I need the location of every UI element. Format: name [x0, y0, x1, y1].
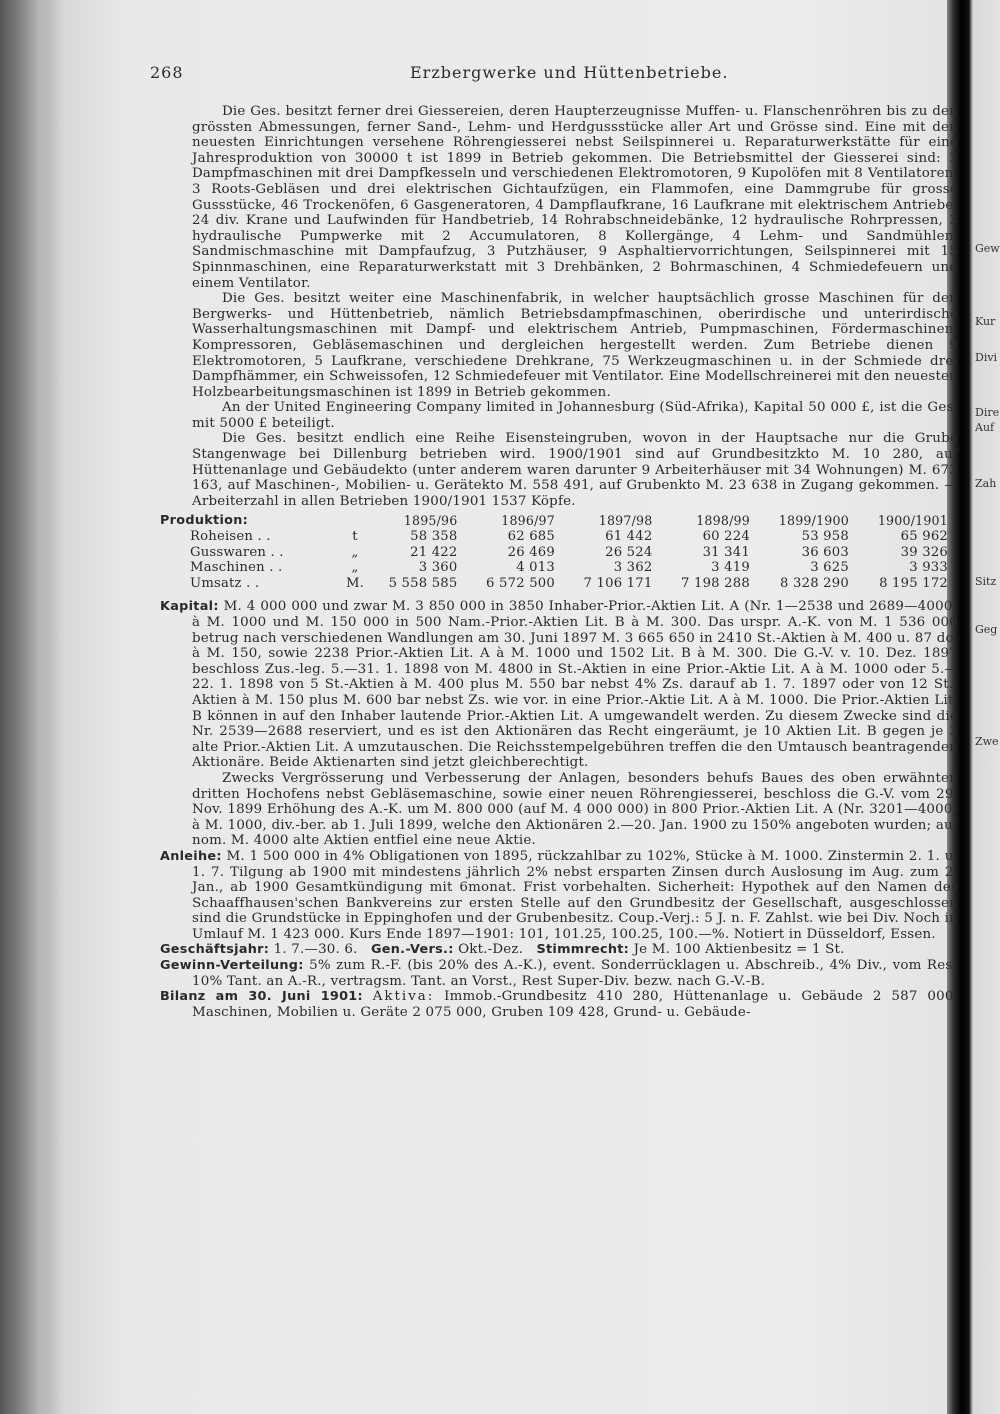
margin-word: Geg: [975, 623, 998, 636]
facing-page-margin-text: [975, 0, 1000, 1414]
bilanz-entry: [160, 989, 958, 1020]
table-cell: 3 419: [711, 560, 750, 576]
year-header: 1897/98: [598, 513, 653, 529]
paragraph-eisensteingruben: Die Ges. besitzt endlich eine Reihe Eisensteingruben, wovon in der Hauptsache nur die Grube Stangenwage bei Dillenburg betrieben wird. 1900/1901 sind auf Grundbesitzkto M. 10 280, auf Hüttenanlage und Gebäudekto (unter anderem waren darunter 9 Arbeiterhäuser mit 34 Wohnungen) M. 673 163, auf Maschinen-, Mobilien- u. Gerätekto M. 558 491, auf Grubenkto M. 23 638 in Zugang gekommen. — Arbeiterzahl in allen Betrieben 1900/1901 1537 Köpfe.: [192, 431, 958, 509]
table-cell: 8 328 290: [780, 575, 849, 591]
table-cell: 3 362: [613, 560, 653, 576]
table-row: [160, 529, 958, 545]
row-label: Gusswaren . .: [190, 544, 284, 560]
year-header: 1899/1900: [778, 513, 849, 529]
table-cell: 21 422: [410, 544, 458, 560]
row-label: Maschinen . .: [190, 560, 283, 576]
company-description: [160, 104, 958, 509]
gewinn-entry: [160, 958, 958, 989]
table-cell: 3 360: [418, 560, 458, 576]
table-cell: 4 013: [516, 560, 555, 576]
table-cell: 36 603: [801, 544, 849, 560]
margin-word: Zah: [975, 477, 997, 490]
genvers-value: Okt.-Dez.: [458, 942, 524, 958]
produktion-section: [160, 513, 958, 591]
paragraph-united-engineering: An der United Engineering Company limited in Johannesburg (Süd-Afrika), Kapital 50 000 £, ist die Ges. mit 5000 £ beteiligt.: [192, 400, 958, 431]
kapital-text-2: Zwecks Vergrösserung und Verbesserung der Anlagen, besonders behufs Baues des oben erwähnten dritten Hochofens nebst Gebläsemaschine, sowie einer neuen Röhrengiesserei, beschloss die G.-V. vom 29. Nov. 1899 Erhöhung des A.-K. um M. 800 000 (auf M. 4 000 000) in 800 Prior.-Aktien Lit. A (Nr. 3201—4000) à M. 1000, div.-ber. ab 1. Juli 1899, welche den Aktionären 2.—20. Jan. 1900 zu 150% angeboten wurden; auf nom. M. 4000 alte Aktien entfiel eine neue Aktie.: [192, 770, 958, 849]
page-header: [150, 63, 940, 87]
table-row: [160, 576, 958, 592]
table-cell: 5 558 585: [388, 575, 458, 591]
stimmrecht-value: Je M. 100 Aktienbesitz = 1 St.: [633, 942, 845, 958]
table-cell: 65 962: [900, 529, 948, 545]
running-title: Erzbergwerke und Hüttenbetriebe.: [410, 63, 729, 82]
table-cell: 61 442: [605, 529, 653, 545]
table-cell: 6 572 500: [486, 575, 555, 591]
anleihe-label: Anleihe:: [160, 848, 222, 864]
produktion-label: Produktion:: [160, 513, 249, 529]
row-unit: „: [351, 544, 359, 560]
table-row: [160, 560, 958, 576]
table-cell: 8 195 172: [879, 575, 948, 591]
table-cell: 39 326: [900, 544, 948, 560]
table-cell: 26 524: [605, 544, 653, 560]
geschaeftsjahr-entry: [160, 942, 958, 958]
bilanz-text: Immob.-Grundbesitz 410 280, Hüttenanlage u. Gebäude 2 587 000, Maschinen, Mobilien u. Geräte 2 075 000, Gruben 109 428, Grund- u. Gebäude-: [192, 989, 958, 1020]
geschaeftsjahr-label: Geschäftsjahr:: [160, 942, 270, 958]
kapital-label: Kapital:: [160, 599, 219, 615]
year-header: 1900/1901: [877, 513, 948, 529]
bilanz-label: Bilanz am 30. Juni 1901:: [160, 989, 363, 1005]
row-unit: M.: [345, 575, 365, 591]
table-cell: 60 224: [702, 529, 750, 545]
margin-word: Kur: [975, 315, 996, 328]
margin-word: Gew: [975, 242, 1000, 255]
year-header: 1895/96: [403, 513, 458, 529]
anleihe-text: M. 1 500 000 in 4% Obligationen von 1895, rückzahlbar zu 102%, Stücke à M. 1000. Zinstermin 2. 1. u. 1. 7. Tilgung ab 1900 mit mindestens jährlich 2% nebst ersparten Zinsen durch Auslosung im Aug. zum 2. Jan., ab 1900 Gesamtkündigung mit 6monat. Frist vorbehalten. Sicherheit: Hypothek auf den Namen des Schaaffhausen'schen Bankvereins zur ersten Stelle auf den Grundbesitz der Gesellschaft, ausgeschlossen sind die Grundstücke in Eppinghofen und der Grubenbesitz. Coup.-Verj.: 5 J. n. F. Zahlst. wie bei Div. Noch in Umlauf M. 1 423 000. Kurs Ende 1897—1901: 101, 101.25, 100.25, 100.—%. Notiert in Düsseldorf, Essen.: [192, 848, 958, 942]
table-cell: 3 933: [909, 560, 948, 576]
kapital-continuation: [160, 771, 958, 849]
row-label: Umsatz . .: [190, 575, 260, 591]
year-header: 1896/97: [501, 513, 555, 529]
kapital-entry: [160, 599, 958, 771]
paragraph-maschinenfabrik: Die Ges. besitzt weiter eine Maschinenfabrik, in welcher hauptsächlich grosse Maschinen für den Bergwerks- und Hüttenbetrieb, nämlich Betriebsdampfmaschinen, oberirdische und unterirdische Wasserhaltungsmaschinen mit Dampf- und elektrischem Antrieb, Pumpmaschinen, Fördermaschinen, Kompressoren, Gebläsemaschinen und dergleichen hergestellt werden. Zum Betriebe dienen 9 Elektromotoren, 5 Laufkrane, verschiedene Drehkrane, 75 Werkzeugmaschinen u. in der Schmiede drei Dampfhämmer, ein Schweissofen, 12 Schmiedefeuer mit Ventilator. Eine Modellschreinerei mit den neuesten Holzbearbeitungsmaschinen ist 1899 in Betrieb gekommen.: [192, 291, 958, 400]
book-spine-shadow: [0, 0, 64, 1414]
aktiva-label: Aktiva:: [372, 989, 435, 1005]
table-cell: 58 358: [410, 529, 458, 545]
margin-word: Sitz: [975, 575, 997, 588]
stimmrecht-label: Stimmrecht:: [536, 942, 630, 958]
table-cell: 26 469: [507, 544, 555, 560]
year-header: 1898/99: [696, 513, 750, 529]
gewinn-label: Gewinn-Verteilung:: [160, 958, 304, 974]
table-cell: 31 341: [702, 544, 750, 560]
geschaeftsjahr-value: 1. 7.—30. 6.: [273, 942, 358, 958]
page-number: 268: [150, 63, 184, 82]
produktion-table: [160, 513, 958, 591]
table-cell: 53 958: [801, 529, 849, 545]
page-body: [160, 104, 958, 1020]
kapital-text: M. 4 000 000 und zwar M. 3 850 000 in 3850 Inhaber-Prior.-Aktien Lit. A (Nr. 1—2538 und 2689—4000) à M. 1000 und M. 150 000 in 500 Nam.-Prior.-Aktien Lit. B à M. 300. Das urspr. A.-K. von M. 1 536 000 betrug nach verschiedenen Wandlungen am 30. Juni 1897 M. 3 665 650 in 2410 St.-Aktien à M. 400 u. 87 do. à M. 150, sowie 2238 Prior.-Aktien Lit. A à M. 1000 und 1502 Lit. B à M. 300. Die G.-V. v. 10. Dez. 1897 beschloss Zus.-leg. 5.—31. 1. 1898 von M. 4800 in St.-Aktien in eine Prior.-Aktie Lit. A à M. 1000 oder 5.—22. 1. 1898 von 5 St.-Aktien à M. 400 plus M. 550 bar nebst 4% Zs. darauf ab 1. 7. 1897 oder von 12 St.-Aktien à M. 150 plus M. 600 bar nebst Zs. wie vor. in eine Prior.-Aktie Lit. A à M. 1000. Die Prior.-Aktien Lit. B können in auf den Inhaber lautende Prior.-Aktien Lit. A umgewandelt werden. Zu diesem Zwecke sind die Nr. 2539—2688 reserviert, und es ist den Aktionären das Recht eingeräumt, je 10 Aktien Lit. B gegen je 3 alte Prior.-Aktien Lit. A umzutauschen. Die Reichsstempelgebühren treffen die den Umtausch beantragenden Aktionäre. Beide Aktienarten sind jetzt gleichberechtigt.: [192, 599, 958, 771]
margin-word: Dire: [975, 406, 1000, 419]
margin-word: Zwe: [975, 735, 999, 748]
row-label: Roheisen . .: [190, 529, 271, 545]
row-unit: „: [351, 560, 359, 576]
table-cell: 7 106 171: [583, 575, 653, 591]
table-cell: 3 625: [810, 560, 849, 576]
margin-word: Divi: [975, 351, 998, 364]
margin-word: Auf: [975, 421, 995, 434]
table-cell: 62 685: [507, 529, 555, 545]
paragraph-giessereien: Die Ges. besitzt ferner drei Giessereien, deren Haupterzeugnisse Muffen- u. Flanschenröhren bis zu den grössten Abmessungen, ferner Sand-, Lehm- und Herdgussstücke aller Art und Grösse sind. Eine mit den neuesten Einrichtungen versehene Röhrengiesserei nebst Seilspinnerei u. Reparaturwerkstätte für eine Jahresproduktion von 30000 t ist 1899 in Betrieb gekommen. Die Betriebsmittel der Giesserei sind: 3 Dampfmaschinen mit drei Dampfkesseln und verschiedenen Elektromotoren, 9 Kupolöfen mit 8 Ventilatoren, 3 Roots-Gebläsen und drei elektrischen Gichtaufzügen, ein Flammofen, eine Dammgrube für grosse Gussstücke, 46 Trockenöfen, 6 Gasgeneratoren, 4 Dampflaufkrane, 16 Laufkrane mit elektrischem Antriebe, 24 div. Krane und Laufwinden für Handbetrieb, 14 Rohrabschneidebänke, 12 hydraulische Rohrpressen, 3 hydraulische Pumpwerke mit 2 Accumulatoren, 8 Kollergänge, 4 Lehm- und Sandmühlen, Sandmischmaschine mit Dampfaufzug, 3 Putzhäuser, 9 Asphaltiervorrichtungen, Seilspinnerei mit 15 Spinnmaschinen, eine Reparaturwerkstatt mit 3 Drehbänken, 2 Bohrmaschinen, 4 Schmiedefeuern und einem Ventilator.: [192, 104, 958, 291]
table-row: [160, 545, 958, 561]
table-header-row: [160, 513, 958, 529]
anleihe-entry: [160, 849, 958, 943]
table-cell: 7 198 288: [681, 575, 750, 591]
row-unit: t: [352, 529, 358, 545]
gewinn-text: 5% zum R.-F. (bis 20% des A.-K.), event. Sonderrücklagen u. Abschreib., 4% Div., vom Rest 10% Tant. an A.-R., vertragsm. Tant. an Vorst., Rest Super-Div. bezw. nach G.-V.-B.: [192, 958, 958, 989]
genvers-label: Gen.-Vers.:: [370, 942, 454, 958]
